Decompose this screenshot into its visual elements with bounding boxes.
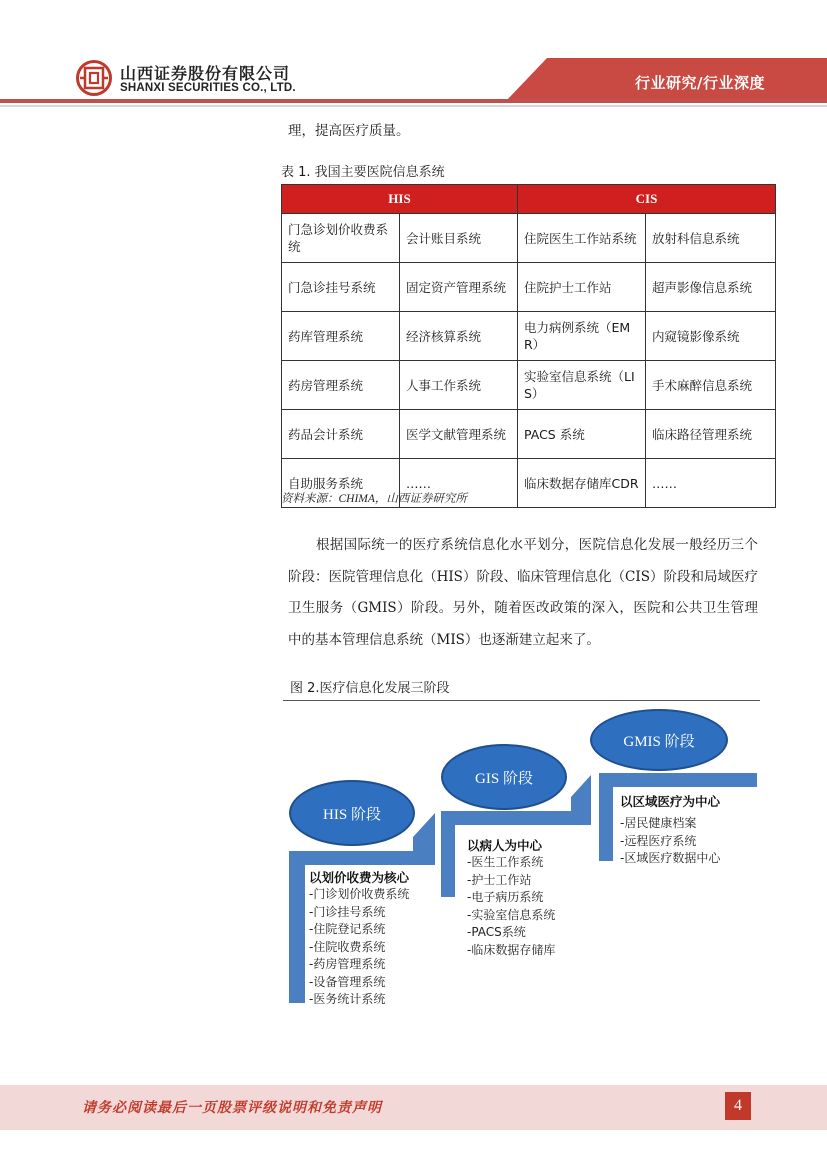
table-cell: 手术麻醉信息系统 bbox=[646, 361, 776, 410]
disclaimer-notice: 请务必阅读最后一页股票评级说明和免责声明 bbox=[82, 1100, 382, 1116]
company-name-cn: 山西证券股份有限公司 bbox=[120, 64, 291, 83]
table-cell: …… bbox=[400, 459, 518, 508]
table-cell: 经济核算系统 bbox=[400, 312, 518, 361]
list-item: -医务统计系统 bbox=[309, 992, 386, 1006]
stage-gis-list bbox=[467, 854, 555, 959]
table-cell: 超声影像信息系统 bbox=[646, 263, 776, 312]
table-cell: 自助服务系统 bbox=[282, 459, 400, 508]
stage-his-label: HIS 阶段 bbox=[323, 806, 381, 823]
table-cell: 药房管理系统 bbox=[282, 361, 400, 410]
list-item: -住院登记系统 bbox=[309, 922, 386, 936]
table-cell: …… bbox=[646, 459, 776, 508]
list-item: -PACS系统 bbox=[467, 925, 526, 939]
list-item: -电子病历系统 bbox=[467, 890, 544, 904]
page-number bbox=[725, 1092, 751, 1120]
table-cell: 电力病例系统（EMR） bbox=[518, 312, 646, 361]
table-cell: PACS 系统 bbox=[518, 410, 646, 459]
list-item: -护士工作站 bbox=[467, 872, 532, 887]
table-header-his: HIS bbox=[282, 185, 518, 214]
table-cell: 临床数据存储库CDR bbox=[518, 459, 646, 508]
stage-gmis-label: GMIS 阶段 bbox=[623, 733, 695, 750]
table-cell: 住院医生工作站系统 bbox=[518, 214, 646, 263]
table-cell: 医学文献管理系统 bbox=[400, 410, 518, 459]
table-row bbox=[282, 214, 776, 263]
table-cell: 实验室信息系统（LIS） bbox=[518, 361, 646, 410]
stage-gis-ellipse bbox=[441, 744, 567, 810]
header-divider-grey bbox=[0, 105, 827, 107]
table-cell: 固定资产管理系统 bbox=[400, 263, 518, 312]
figure-caption: 图 2.医疗信息化发展三阶段 bbox=[290, 681, 450, 696]
table-cell: 临床路径管理系统 bbox=[646, 410, 776, 459]
stage-gis-title: 以病人为中心 bbox=[467, 838, 543, 853]
body-paragraph: 根据国际统一的医疗系统信息化水平划分，医院信息化发展一般经历三个阶段：医院管理信息化（HIS）阶段、临床管理信息化（CIS）阶段和局域医疗卫生服务（GMIS）阶段。另外，随着医改政策的深入，医院和公共卫生管理中的基本管理信息系统（MIS）也逐渐建立起来了。 bbox=[288, 537, 758, 648]
list-item: -药房管理系统 bbox=[309, 957, 386, 971]
list-item: -实验室信息系统 bbox=[467, 907, 556, 922]
table-cell: 人事工作系统 bbox=[400, 361, 518, 410]
list-item: -远程医疗系统 bbox=[620, 833, 697, 848]
figure-rule bbox=[283, 700, 760, 701]
table-header-row bbox=[282, 185, 776, 214]
list-item: -医生工作系统 bbox=[467, 855, 544, 869]
table-row bbox=[282, 263, 776, 312]
table-cell: 门急诊挂号系统 bbox=[282, 263, 400, 312]
table-source: 资料来源：CHIMA，山西证券研究所 bbox=[281, 493, 467, 505]
list-item: -住院收费系统 bbox=[309, 939, 386, 954]
list-item: -门诊挂号系统 bbox=[309, 904, 386, 919]
table-cell: 药库管理系统 bbox=[282, 312, 400, 361]
table-caption: 表 1. 我国主要医院信息系统 bbox=[281, 165, 445, 180]
table-cell: 门急诊划价收费系统 bbox=[282, 214, 400, 263]
stage-his-ellipse bbox=[289, 780, 415, 846]
stage-his-list bbox=[309, 886, 409, 1009]
list-item: -临床数据存储库 bbox=[467, 942, 556, 957]
hospital-systems-table bbox=[281, 184, 776, 508]
stage-gis-label: GIS 阶段 bbox=[475, 770, 533, 787]
company-name-en: SHANXI SECURITIES CO., LTD. bbox=[120, 82, 296, 94]
table-row bbox=[282, 361, 776, 410]
list-item: -门诊划价收费系统 bbox=[309, 887, 410, 901]
section-label: 行业研究/行业深度 bbox=[635, 74, 765, 92]
header-divider bbox=[0, 99, 827, 103]
table-row bbox=[282, 410, 776, 459]
table-cell: 内窥镜影像系统 bbox=[646, 312, 776, 361]
stage-gmis-list bbox=[620, 815, 720, 868]
table-cell: 会计账目系统 bbox=[400, 214, 518, 263]
list-item: -区域医疗数据中心 bbox=[620, 851, 721, 865]
stage-his-title: 以划价收费为核心 bbox=[309, 870, 410, 885]
list-item: -居民健康档案 bbox=[620, 816, 697, 830]
list-item: -设备管理系统 bbox=[309, 974, 386, 989]
intro-text: 理，提高医疗质量。 bbox=[288, 123, 410, 139]
table-cell: 放射科信息系统 bbox=[646, 214, 776, 263]
table-row bbox=[282, 312, 776, 361]
stage-gmis-title: 以区域医疗为中心 bbox=[620, 794, 721, 809]
table-cell: 住院护士工作站 bbox=[518, 263, 646, 312]
table-cell: 药品会计系统 bbox=[282, 410, 400, 459]
table-header-cis: CIS bbox=[518, 185, 776, 214]
company-logo-icon bbox=[76, 60, 112, 96]
page-number-text: 4 bbox=[734, 1097, 742, 1114]
stage-gmis-ellipse bbox=[590, 709, 728, 771]
